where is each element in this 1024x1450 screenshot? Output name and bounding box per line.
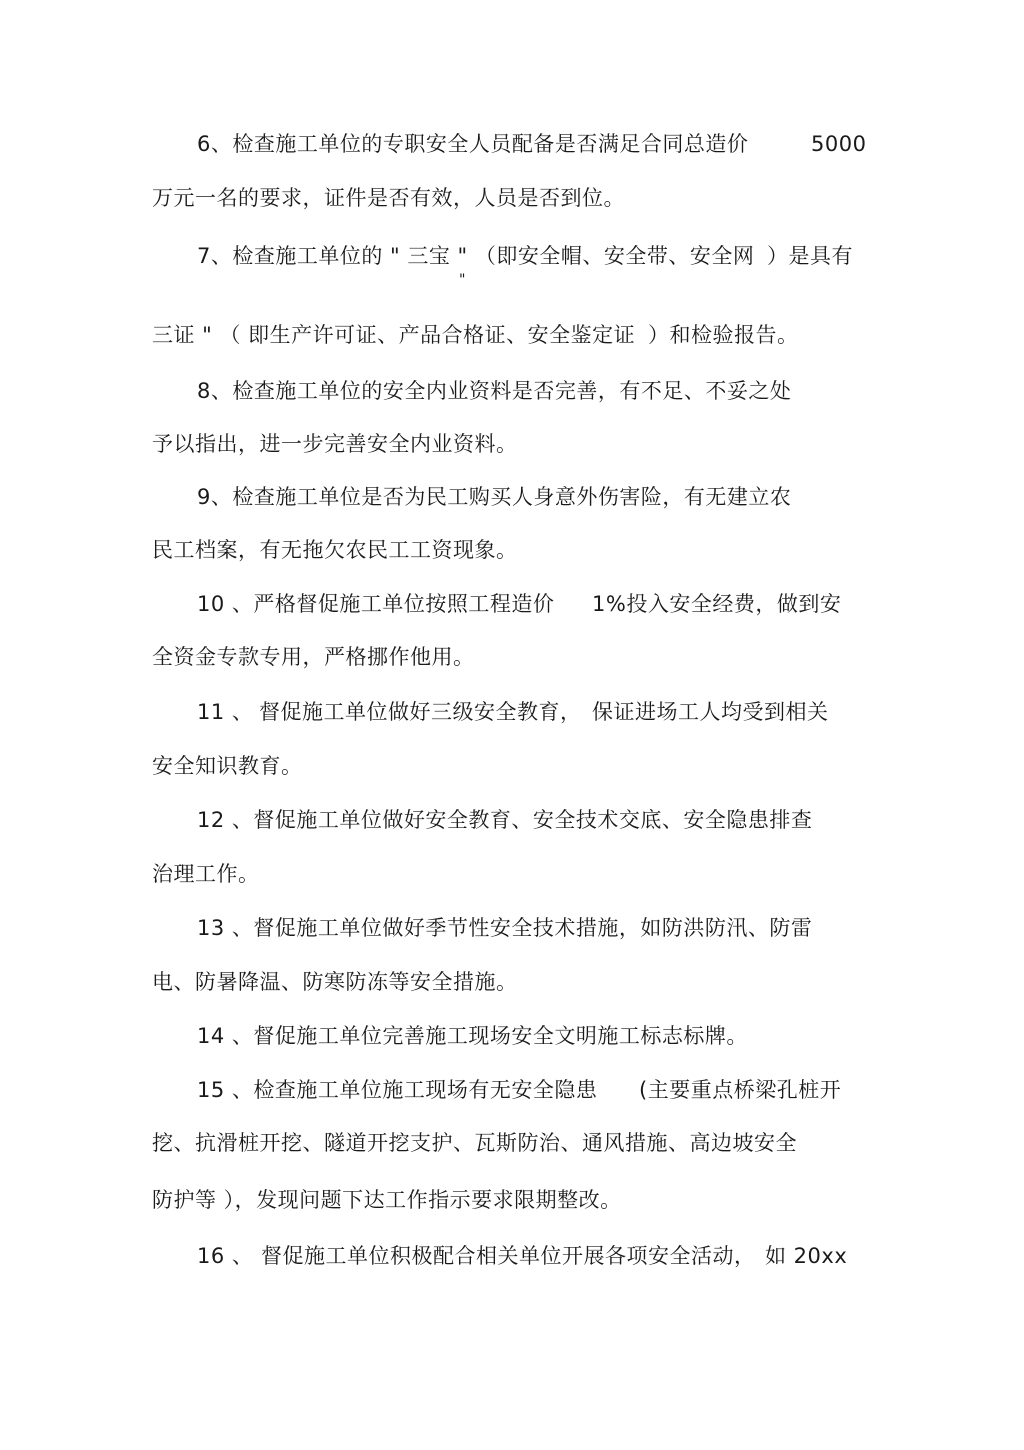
item-11-text-tail: 保证进场工人均受到相关 — [592, 700, 829, 724]
item-15-text: 15 、检查施工单位施工现场有无安全隐患 — [197, 1078, 598, 1102]
item-15-continuation-1: 挖、抗滑桩开挖、隧道开挖支护、瓦斯防治、通风措施、高边坡安全 — [152, 1131, 797, 1155]
item-10-text-tail: 1%投入安全经费，做到安 — [592, 592, 842, 616]
item-12-continuation: 治理工作。 — [152, 862, 260, 886]
item-14-text: 14 、督促施工单位完善施工现场安全文明施工标志标牌。 — [197, 1024, 748, 1048]
item-9-continuation: 民工档案，有无拖欠农民工工资现象。 — [152, 538, 518, 562]
item-6-amount: 5000 — [811, 132, 867, 156]
item-7-stray-quote: " — [459, 272, 466, 288]
item-13-text: 13 、督促施工单位做好季节性安全技术措施，如防洪防汛、防雷 — [197, 916, 813, 940]
item-7-continuation-b: ）和检验报告。 — [648, 323, 799, 347]
item-13-continuation: 电、防暑降温、防寒防冻等安全措施。 — [152, 970, 518, 994]
item-10-text: 10 、严格督促施工单位按照工程造价 — [197, 592, 555, 616]
item-16-text-tail: 如 20xx — [765, 1244, 848, 1268]
item-15-continuation-2: 防护等 ），发现问题下达工作指示要求限期整改。 — [152, 1188, 622, 1212]
item-16-number: 16 、 — [197, 1244, 254, 1268]
item-7-continuation-a: 三证 " （ 即生产许可证、产品合格证、安全鉴定证 — [152, 323, 636, 347]
item-11-continuation: 安全知识教育。 — [152, 754, 303, 778]
item-11-number: 11 、 — [197, 700, 254, 724]
item-12-text: 12 、督促施工单位做好安全教育、安全技术交底、安全隐患排查 — [197, 808, 813, 832]
item-11-text: 督促施工单位做好三级安全教育， — [259, 700, 582, 724]
item-7-text-tail: ）是具有 — [767, 244, 853, 268]
item-7-text: 7、检查施工单位的 " 三宝 " （即安全帽、安全带、安全网 — [197, 244, 755, 268]
item-16-text: 督促施工单位积极配合相关单位开展各项安全活动， — [261, 1244, 756, 1268]
item-10-continuation: 全资金专款专用，严格挪作他用。 — [152, 645, 475, 669]
item-15-text-tail: (主要重点桥梁孔桩开 — [639, 1078, 842, 1102]
item-6-text: 6、检查施工单位的专职安全人员配备是否满足合同总造价 — [197, 132, 749, 156]
item-6-continuation: 万元一名的要求，证件是否有效，人员是否到位。 — [152, 186, 625, 210]
item-8-text: 8、检查施工单位的安全内业资料是否完善，有不足、不妥之处 — [197, 379, 792, 403]
item-9-text: 9、检查施工单位是否为民工购买人身意外伤害险，有无建立农 — [197, 485, 792, 509]
item-8-continuation: 予以指出，进一步完善安全内业资料。 — [152, 432, 518, 456]
